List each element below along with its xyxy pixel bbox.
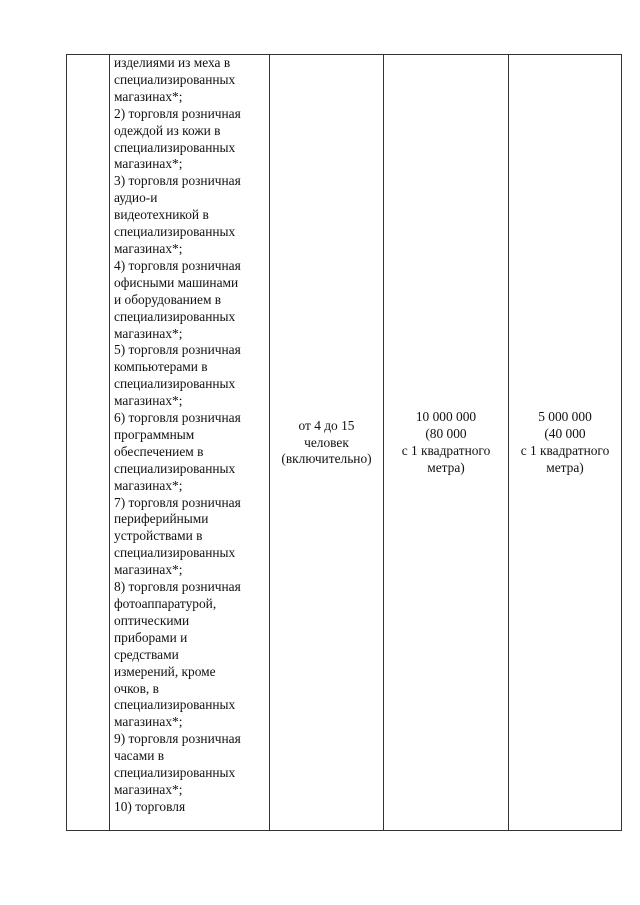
activity-line: магазинах*; [114,562,183,578]
employees-line: (включительно) [281,451,372,467]
activity-line: специализированных [114,376,236,392]
amount-b-line: с 1 квадратного [520,443,610,458]
activity-line: магазинах*; [114,781,183,797]
employees-text [281,418,371,469]
number-cell [67,55,110,831]
activity-line: устройствами в [114,528,203,544]
activity-line: часами в [114,748,165,764]
activity-line: офисными машинами [114,274,239,290]
activity-line: обеспечением в [114,443,204,459]
activity-line: специализированных [114,139,236,155]
activity-line: магазинах*; [114,240,183,256]
activity-line: магазинах*; [114,156,183,172]
amount-a-line: метра) [427,459,465,475]
activity-line: магазинах*; [114,325,183,341]
activity-line: средствами [114,646,179,662]
activity-line: одеждой из кожи в [114,122,221,138]
activity-line: 6) торговля розничная [114,410,241,426]
activity-line: и оборудованием в [114,291,222,307]
activity-line: специализированных [114,71,236,87]
amount-a-line: (80 000 [425,426,467,442]
activity-line: магазинах*; [114,88,183,104]
amount-a-line: с 1 квадратного [401,443,491,458]
activity-line: магазинах*; [114,393,183,409]
activity-line: программным [114,426,195,442]
activity-line: специализированных [114,545,236,561]
activity-line: 5) торговля розничная [114,342,241,358]
amount-a-line: 10 000 000 [415,409,477,425]
table-row [67,55,622,831]
activity-line: 7) торговля розничная [114,494,241,510]
amount-b-line: 5 000 000 [538,409,592,425]
activity-line: 10) торговля [114,798,186,814]
activity-line: 8) торговля розничная [114,579,241,595]
amount-b-line: метра) [546,459,584,475]
employees-cell [270,55,384,831]
activity-line: 2) торговля розничная [114,105,241,121]
activity-line: видеотехникой в [114,207,209,223]
activity-line: изделиями из меха в [114,55,231,70]
activity-line: приборами и [114,629,188,645]
activity-line: компьютерами в [114,359,208,375]
activity-line: фотоаппаратурой, [114,596,217,611]
employees-line: от 4 до 15 [298,417,355,433]
amount-b-cell [509,55,622,831]
activity-line: специализированных [114,308,236,324]
amount-b-line: (40 000 [544,426,586,442]
activity-line: 9) торговля розничная [114,731,241,747]
business-activity-table [66,54,622,831]
activity-line: очков, в [114,680,159,696]
activity-line: специализированных [114,224,236,240]
activity-line: специализированных [114,765,236,781]
activity-cell [110,55,270,831]
activity-line: аудио-и [114,190,158,206]
activity-line: специализированных [114,460,236,476]
activity-line: периферийными [114,511,209,527]
activity-line: 3) торговля розничная [114,173,241,189]
activity-line: 4) торговля розничная [114,257,241,273]
amount-a-text [402,409,491,477]
activity-line: измерений, кроме [114,663,216,679]
amount-a-cell [384,55,509,831]
amount-b-text [521,409,610,477]
activity-line: оптическими [114,612,190,628]
activity-line: магазинах*; [114,714,183,730]
employees-line: человек [304,434,349,450]
activity-line: специализированных [114,697,236,713]
activity-line: магазинах*; [114,477,183,493]
